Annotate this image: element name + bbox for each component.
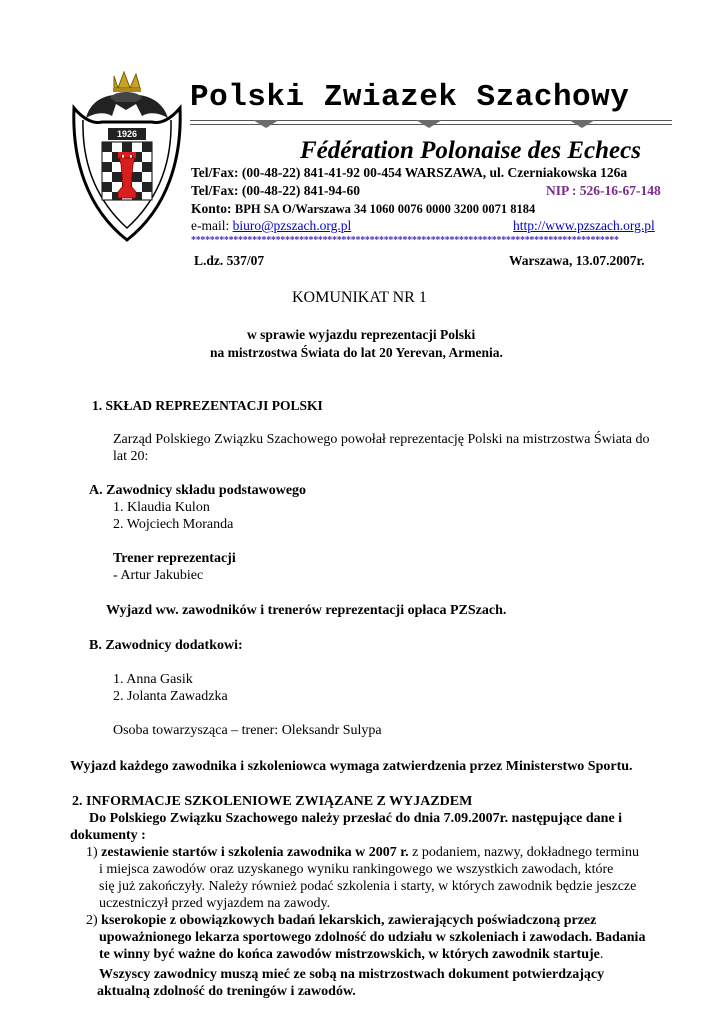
subject-line-2: na mistrzostwa Świata do lat 20 Yerevan, Armenia. — [210, 345, 503, 360]
pzszach-logo — [66, 68, 188, 244]
point-1-line-4: uczestniczył przed wyjazdem na zawody. — [99, 896, 331, 911]
logo-emblem-icon — [66, 68, 188, 244]
group-b-title: B. Zawodnicy dodatkowi: — [89, 638, 243, 653]
contact-line-2: Tel/Fax: (00-48-22) 841-94-60 — [191, 183, 360, 198]
ornament-icon — [569, 120, 595, 128]
org-subtitle: Fédération Polonaise des Echecs — [300, 137, 641, 164]
document-heading: KOMUNIKAT NR 1 — [292, 289, 427, 306]
section-2-title: 2. INFORMACJE SZKOLENIOWE ZWIĄZANE Z WYJAZDEM — [72, 794, 473, 809]
org-title: Polski Zwiazek Szachowy — [190, 80, 630, 115]
point-1-number: 1) — [86, 845, 102, 860]
point-1-bold: zestawienie startów i szkolenia zawodnika w 2007 r. — [101, 845, 409, 860]
point-2-line-3-text: te winny być ważne do końca zawodów mistrzowskich, w których zawodnik startuje — [99, 947, 600, 962]
document-date: Warszawa, 13.07.2007r. — [509, 253, 645, 268]
coach-name: - Artur Jakubiec — [113, 568, 204, 583]
section-2-intro-line-2: dokumenty : — [70, 828, 146, 843]
bank-account — [191, 201, 535, 217]
konto-value: BPH SA O/Warszawa 34 1060 0076 0000 3200 0071 8184 — [234, 202, 536, 216]
point-1-rest: z podaniem, nazwy, dokładnego terminu — [408, 845, 640, 860]
list-item: 2. Jolanta Zawadzka — [113, 689, 228, 704]
point-2-line-1 — [86, 912, 596, 929]
accompanying-person: Osoba towarzysząca – trener: Oleksandr Sulypa — [113, 723, 382, 738]
point-2-line-2: upoważnionego lekarza sportowego zdolność do udziału w szkoleniach i zawodach. Badania — [99, 930, 646, 945]
point-3-line-2: aktualną zdolność do treningów i zawodów. — [97, 984, 356, 999]
point-1-line-1 — [86, 844, 639, 861]
email-link[interactable]: biuro@pzszach.org.pl — [232, 218, 352, 233]
group-a-title: A. Zawodnicy składu podstawowego — [89, 483, 307, 498]
list-item: 2. Wojciech Moranda — [113, 517, 234, 532]
list-item: 1. Klaudia Kulon — [113, 500, 210, 515]
section-2-intro-line-1: Do Polskiego Związku Szachowego należy przesłać do dnia 7.09.2007r. następujące dane i — [89, 811, 623, 826]
point-1-line-3: się już zakończyły. Należy również podać szkolenia i starty, w których zawodnik będzie jeszcze — [99, 879, 637, 894]
coach-title: Trener reprezentacji — [113, 551, 236, 566]
contact-line-1: Tel/Fax: (00-48-22) 841-41-92 00-454 WARSZAWA, ul. Czerniakowska 126a — [191, 165, 628, 180]
point-3-line-1: Wszyscy zawodnicy muszą mieć ze sobą na mistrzostwach dokument potwierdzający — [99, 967, 605, 982]
email-label: e-mail: — [191, 218, 233, 233]
funding-note: Wyjazd ww. zawodników i trenerów reprezentacji opłaca PZSzach. — [106, 603, 507, 618]
logo-year: 1926 — [116, 129, 138, 139]
separator-stars: ******************************************************************************************* — [191, 235, 619, 246]
konto-label: Konto: — [191, 201, 235, 216]
point-2-line-3 — [99, 946, 603, 963]
point-1-line-2: i miejsca zawodów oraz uzyskanego wyniku rankingowego we wszystkich zawodach, które — [99, 862, 614, 877]
point-2-number: 2) — [86, 913, 102, 928]
list-item: 1. Anna Gasik — [113, 672, 193, 687]
ornament-icon — [253, 120, 279, 128]
point-2-line-3-period: . — [599, 947, 604, 962]
section-1-paragraph-line-2: lat 20: — [113, 449, 149, 464]
email-line — [191, 218, 351, 234]
point-2-bold: kserokopie z obowiązkowych badań lekarskich, zawierających poświadczoną przez — [101, 913, 597, 928]
subject-line-1: w sprawie wyjazdu reprezentacji Polski — [247, 327, 476, 342]
nip-number: NIP : 526-16-67-148 — [546, 183, 661, 198]
approval-note: Wyjazd każdego zawodnika i szkoleniowca wymaga zatwierdzenia przez Ministerstwo Sportu. — [70, 759, 633, 774]
website-link[interactable]: http://www.pzszach.org.pl — [513, 218, 655, 233]
reference-number: L.dz. 537/07 — [194, 253, 265, 268]
section-1-title: 1. SKŁAD REPREZENTACJI POLSKI — [92, 398, 323, 413]
section-1-paragraph-line-1: Zarząd Polskiego Związku Szachowego powołał reprezentację Polski na mistrzostwa Świata do — [113, 432, 650, 447]
ornament-icon — [416, 120, 442, 128]
